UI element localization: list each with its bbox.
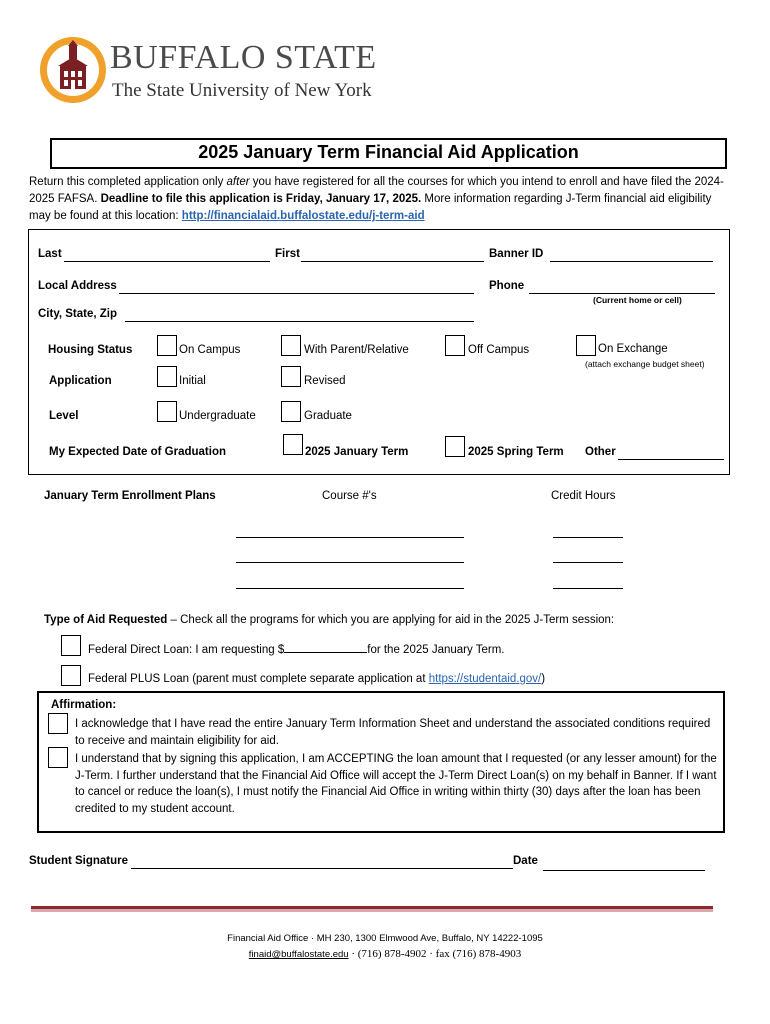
logo-subtitle: The State University of New York (112, 80, 372, 101)
course-field-1[interactable] (236, 527, 464, 538)
undergraduate-label: Undergraduate (179, 410, 256, 422)
grad-spring-term-checkbox[interactable] (445, 436, 465, 457)
affirmation-text-2: I understand that by signing this application, I am ACCEPTING the loan amount that I requested (or any lesser amount) for the J-Term. I further understand that the Financial Aid Office will accept the J-Term Direct Loan(s) on my behalf in Banner. If I want to cancel or reduce the loan(s), I must notify the Financial Aid Office in writing within thirty (30) days after the loan has been credited to my student account. (75, 753, 717, 815)
graduation-label: My Expected Date of Graduation (49, 446, 227, 458)
course-field-2[interactable] (236, 552, 464, 563)
housing-status-label: Housing Status (48, 344, 133, 356)
seal-icon (38, 35, 108, 105)
date-field[interactable] (543, 855, 705, 871)
direct-loan-label: Federal Direct Loan: I am requesting $ for the 2025 January Term. (88, 640, 504, 656)
last-name-field[interactable] (64, 248, 270, 262)
on-exchange-checkbox[interactable] (576, 335, 596, 356)
initial-label: Initial (179, 375, 206, 387)
local-address-field[interactable] (119, 280, 474, 294)
banner-id-field[interactable] (550, 248, 713, 262)
affirmation-checkbox-1[interactable] (48, 713, 68, 734)
with-parent-checkbox[interactable] (281, 335, 301, 356)
undergraduate-checkbox[interactable] (157, 401, 177, 422)
with-parent-label: With Parent/Relative (304, 344, 409, 356)
credit-field-3[interactable] (553, 578, 623, 589)
off-campus-checkbox[interactable] (445, 335, 465, 356)
course-field-3[interactable] (236, 578, 464, 589)
date-label: Date (513, 855, 538, 867)
phone-field[interactable] (529, 280, 715, 294)
on-campus-checkbox[interactable] (157, 335, 177, 356)
initial-checkbox[interactable] (157, 366, 177, 387)
on-exchange-label: On Exchange (598, 343, 668, 355)
aid-heading: Type of Aid Requested – Check all the programs for which you are applying for aid in the 2025 J-Term session: (44, 614, 615, 626)
course-header: Course #'s (322, 490, 377, 502)
phone-note: (Current home or cell) (593, 295, 682, 305)
credit-hours-header: Credit Hours (551, 490, 616, 502)
student-signature-field[interactable] (131, 855, 513, 869)
on-exchange-note: (attach exchange budget sheet) (585, 359, 705, 369)
logo-title: BUFFALO STATE (110, 39, 377, 76)
credit-field-1[interactable] (553, 527, 623, 538)
grad-spring-term-label: 2025 Spring Term (468, 446, 564, 458)
jterm-info-link[interactable]: http://financialaid.buffalostate.edu/j-term-aid (181, 210, 425, 222)
studentaid-link[interactable]: https://studentaid.gov/ (428, 673, 542, 685)
finaid-email-link[interactable]: finaid@buffalostate.edu (248, 949, 349, 960)
affirmation-checkbox-2[interactable] (48, 747, 68, 768)
local-address-label: Local Address (38, 280, 117, 292)
grad-other-label: Other (585, 446, 616, 458)
revised-checkbox[interactable] (281, 366, 301, 387)
intro-paragraph: Return this completed application only after you have registered for all the courses for which you intend to enroll and have filed the 2024-2025 FAFSA. Deadline to file this application is Friday, January 17, 2025. More information regarding J-Term financial aid eligibility may be found at this location: http://financialaid.buffalostate.edu/j-term-aid (29, 176, 724, 222)
city-state-zip-field[interactable] (125, 308, 474, 322)
student-signature-label: Student Signature (29, 855, 129, 867)
grad-jan-term-label: 2025 January Term (305, 446, 409, 458)
direct-loan-checkbox[interactable] (61, 635, 81, 656)
off-campus-label: Off Campus (468, 344, 530, 356)
graduate-label: Graduate (304, 410, 352, 422)
grad-jan-term-checkbox[interactable] (283, 434, 303, 455)
first-label: First (275, 248, 300, 260)
on-campus-label: On Campus (179, 344, 241, 356)
footer-divider (31, 906, 713, 909)
footer-address: Financial Aid Office · MH 230, 1300 Elmwood Ave, Buffalo, NY 14222-1095 (227, 933, 543, 944)
plus-loan-checkbox[interactable] (61, 665, 81, 686)
footer-contact: finaid@buffalostate.edu · (716) 878-4902 · fax (716) 878-4903 (248, 948, 522, 960)
affirmation-text-1: I acknowledge that I have read the entire January Term Information Sheet and understand the associated conditions required to receive and maintain eligibility for aid. (75, 718, 711, 747)
credit-field-2[interactable] (553, 552, 623, 563)
graduate-checkbox[interactable] (281, 401, 301, 422)
enrollment-plans-label: January Term Enrollment Plans (44, 490, 216, 502)
grad-other-field[interactable] (618, 446, 724, 460)
application-label: Application (49, 375, 112, 387)
phone-label: Phone (489, 280, 525, 292)
plus-loan-label: Federal PLUS Loan (parent must complete separate application at https://studentaid.gov/) (88, 673, 546, 685)
level-label: Level (49, 410, 79, 422)
banner-id-label: Banner ID (489, 248, 544, 260)
logo (38, 35, 383, 107)
revised-label: Revised (304, 375, 346, 387)
city-state-zip-label: City, State, Zip (38, 308, 118, 320)
form-title: 2025 January Term Financial Aid Application (198, 142, 579, 162)
first-name-field[interactable] (301, 248, 484, 262)
loan-amount-field[interactable] (284, 640, 367, 653)
affirmation-heading: Affirmation: (51, 699, 117, 711)
last-label: Last (38, 248, 62, 260)
